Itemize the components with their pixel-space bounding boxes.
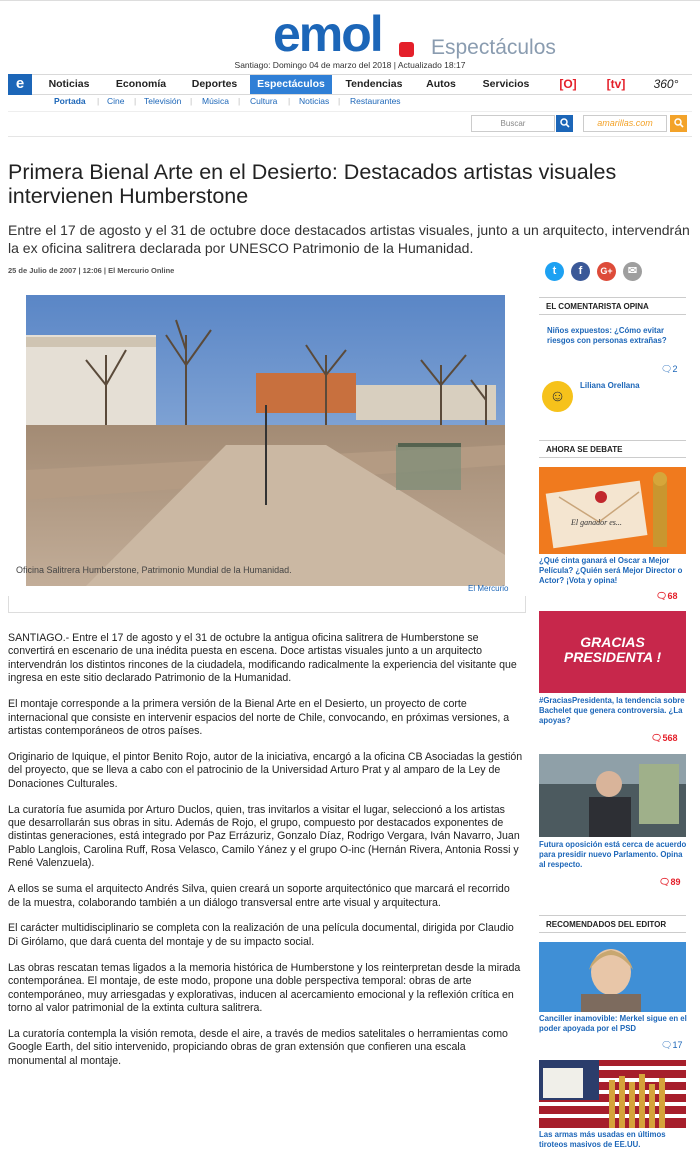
- article-meta: 25 de Julio de 2007 | 12:06 | El Mercurio Online: [8, 266, 175, 275]
- nav-autos[interactable]: Autos: [426, 78, 456, 90]
- merkel-photo: [539, 942, 686, 1012]
- comment-icon: 🗨: [659, 877, 671, 887]
- commentarist-link[interactable]: Niños expuestos: ¿Cómo evitar riesgos con personas extrañas?: [547, 326, 667, 345]
- photo-frame: [8, 596, 526, 613]
- author-name[interactable]: Liliana Orellana: [580, 381, 640, 390]
- comment-icon: 🗨: [651, 733, 663, 743]
- gracias-presidenta-image[interactable]: [539, 611, 686, 693]
- 360-icon[interactable]: 360°: [653, 77, 679, 91]
- parliament-image[interactable]: [539, 754, 686, 837]
- paragraph: La curatoría contempla la visión remota, desde el aire, a través de medios satelitales o herramientas como Google Earth, del sitio intervenido, propiciando obras de gran extensión que confieren una escala monumental al montaje.: [8, 1027, 508, 1067]
- top-border: [0, 0, 700, 1]
- comment-count[interactable]: [661, 364, 677, 375]
- logo-wordmark: emol: [273, 6, 382, 62]
- comment-icon: 🗨: [656, 591, 668, 601]
- divider: [8, 136, 692, 137]
- weapons-photo: [539, 1060, 686, 1128]
- paragraph: La curatoría fue asumida por Arturo Duclos, quien, tras invitarlos a visitar el lugar, seleccionó a los artistas que desarrollarán sus obras in situ. Además de Rojo, el grupo, compuesto por destacados exponentes de distintas generaciones, está integrado por Paz Errázuriz, Gonzalo Díaz, Rodrigo Vergara, Iván Navarro, Juan Pablo Langlois, Carolina Ruff, Rosa Velasco, Camilo Yánez y el grupo O-inc (Hernán Rivera, Antonia Rossi y René Valenzuela).: [8, 803, 520, 870]
- subnav-separator: |: [97, 96, 100, 106]
- comment-count-value: 568: [662, 733, 678, 743]
- debate-link[interactable]: #GraciasPresidenta, la tendencia sobre Bachelet que genera controversia. ¿La apoyas?: [539, 696, 685, 725]
- search-icon: [560, 118, 570, 128]
- photo-caption: Oficina Salitrera Humberstone, Patrimonio Mundial de la Humanidad.: [16, 565, 292, 575]
- article-body: [8, 632, 524, 1081]
- comment-count-value: 89: [670, 877, 681, 887]
- nav-servicios[interactable]: Servicios: [482, 78, 530, 90]
- article-title: Primera Bienal Arte en el Desierto: Destacados artistas visuales intervienen Humberstone: [8, 160, 617, 208]
- nav-deportes[interactable]: Deportes: [191, 78, 238, 90]
- emol-home-icon[interactable]: e: [8, 74, 32, 95]
- comment-count-value: 68: [667, 591, 678, 601]
- debate-heading: AHORA SE DEBATE: [539, 440, 686, 458]
- oscar-envelope-text: El ganador es...: [571, 518, 622, 527]
- commentarist-heading: EL COMENTARISTA OPINA: [539, 297, 686, 315]
- divider: [8, 111, 692, 112]
- subnav-noticias[interactable]: Noticias: [299, 96, 330, 106]
- amarillas-search-button[interactable]: [670, 115, 687, 132]
- debate-link[interactable]: Futura oposición está cerca de acuerdo para presidir nuevo Parlamento. Opina al respecto.: [539, 840, 687, 869]
- amarillas-input[interactable]: amarillas.com: [583, 115, 667, 132]
- radio-icon[interactable]: [O]: [559, 77, 577, 91]
- nav-espectaculos[interactable]: Espectáculos: [250, 75, 332, 94]
- subnav-television[interactable]: Televisión: [144, 96, 182, 106]
- paragraph: A ellos se suma el arquitecto Andrés Silva, quien creará un soporte arquitectónico que marcará el recorrido de la muestra, colaborando también a un diálogo transversal entre arte visual y arquitectura.: [8, 883, 510, 909]
- main-nav: [8, 74, 692, 95]
- subnav-separator: |: [338, 96, 341, 106]
- humberstone-photo: [26, 295, 505, 586]
- debate-link[interactable]: ¿Qué cinta ganará el Oscar a Mejor Película? ¿Quién será Mejor Director o Actor? ¡Vota y opina!: [539, 556, 683, 585]
- comment-count-value: 2: [672, 364, 678, 374]
- paragraph: Las obras rescatan temas ligados a la memoria histórica de Humberstone y los reinterpretan desde la mirada contemporánea. El montaje, de este modo, propone una doble perspectiva temporal: obras de arte contemporáneo, muy arriesgadas y explorativas, inducen al acercamiento emocional y la reflexión crítica en torno al valor patrimonial de la extinta cultura salitrera.: [8, 961, 521, 1014]
- parliament-photo: [539, 754, 686, 837]
- search-input[interactable]: Buscar: [471, 115, 555, 132]
- section-name: Espectáculos: [431, 36, 556, 59]
- dateline: Santiago: Domingo 04 de marzo del 2018 | Actualizado 18:17: [234, 60, 466, 70]
- recommended-heading: RECOMENDADOS DEL EDITOR: [539, 915, 686, 933]
- search-button[interactable]: [556, 115, 573, 132]
- weapons-image[interactable]: [539, 1060, 686, 1128]
- nav-tendencias[interactable]: Tendencias: [345, 78, 403, 90]
- logo-red-square-icon: [399, 42, 414, 57]
- facebook-share-icon[interactable]: f: [571, 262, 590, 281]
- subnav-separator: |: [288, 96, 291, 106]
- smiley-avatar-icon: ☺: [542, 381, 573, 412]
- nav-economia[interactable]: Economía: [115, 78, 167, 90]
- subnav-cultura[interactable]: Cultura: [250, 96, 278, 106]
- oscar-image[interactable]: [539, 467, 686, 554]
- gracias-presidenta-text: GRACIAS PRESIDENTA !: [563, 634, 662, 665]
- article-photo[interactable]: [26, 295, 505, 586]
- merkel-image[interactable]: [539, 942, 686, 1012]
- subnav-portada[interactable]: Portada: [54, 96, 86, 106]
- comment-icon: 🗨: [661, 1040, 673, 1050]
- search-icon: [674, 118, 684, 128]
- twitter-share-icon[interactable]: t: [545, 262, 564, 281]
- photo-credit: El Mercurio: [468, 584, 509, 593]
- recommended-link[interactable]: Las armas más usadas en últimos tiroteos masivos de EE.UU.: [539, 1130, 666, 1149]
- subnav-separator: |: [134, 96, 137, 106]
- subnav-separator: |: [190, 96, 193, 106]
- paragraph: Originario de Iquique, el pintor Benito Rojo, autor de la iniciativa, encargó a la oficina CB Asociadas la gestión del proyecto, que se lleva a cabo con el patrocinio de la Universidad Arturo Prat y al amparo de la Ley de Donaciones Culturales.: [8, 750, 523, 790]
- debate-comment-count[interactable]: [651, 733, 677, 744]
- recommended-comment-count[interactable]: [661, 1040, 682, 1051]
- subnav-musica[interactable]: Música: [202, 96, 229, 106]
- debate-comment-count[interactable]: [659, 877, 680, 888]
- paragraph: El montaje corresponde a la primera versión de la Bienal Arte en el Desierto, un proyecto de corte internacional que consiste en intervenir espacios del norte de Chile, convocando, en próximas versiones, a artistas contemporáneos de otros países.: [8, 698, 510, 737]
- nav-noticias[interactable]: Noticias: [48, 78, 90, 90]
- tv-icon[interactable]: [tv]: [606, 77, 626, 91]
- article-lede: Entre el 17 de agosto y el 31 de octubre doce destacados artistas visuales, junto a un arquitecto, intervendrán la ex oficina salitrera declarada por UNESCO Patrimonio de la Humanidad.: [8, 222, 690, 256]
- email-share-icon[interactable]: ✉: [623, 262, 642, 281]
- recommended-link[interactable]: Canciller inamovible: Merkel sigue en el poder apoyada por el PSD: [539, 1014, 687, 1033]
- comment-count-value: 17: [672, 1040, 683, 1050]
- subnav-restaurantes[interactable]: Restaurantes: [350, 96, 401, 106]
- paragraph: SANTIAGO.- Entre el 17 de agosto y el 31 de octubre la antigua oficina salitrera de Humberstone se convertirá en escenario de una inédita puesta en escena. Doce artistas visuales junto a un arquitecto intervendrán los distintos rincones de la ciudadela, modificando radicalmente la experiencia del visitante que ingresa en este sitio declarado Patrimonio de la Humanidad.: [8, 632, 517, 685]
- debate-comment-count[interactable]: [656, 591, 677, 602]
- oscar-envelope-image: [539, 467, 686, 554]
- comment-icon: 🗨: [661, 364, 673, 374]
- paragraph: El carácter multidisciplinario se completa con la realización de una película documental, dirigida por Claudio Di Girólamo, que dará cuenta del montaje y de su impacto social.: [8, 922, 514, 948]
- subnav-separator: |: [238, 96, 241, 106]
- subnav-cine[interactable]: Cine: [107, 96, 125, 106]
- googleplus-share-icon[interactable]: G+: [597, 262, 616, 281]
